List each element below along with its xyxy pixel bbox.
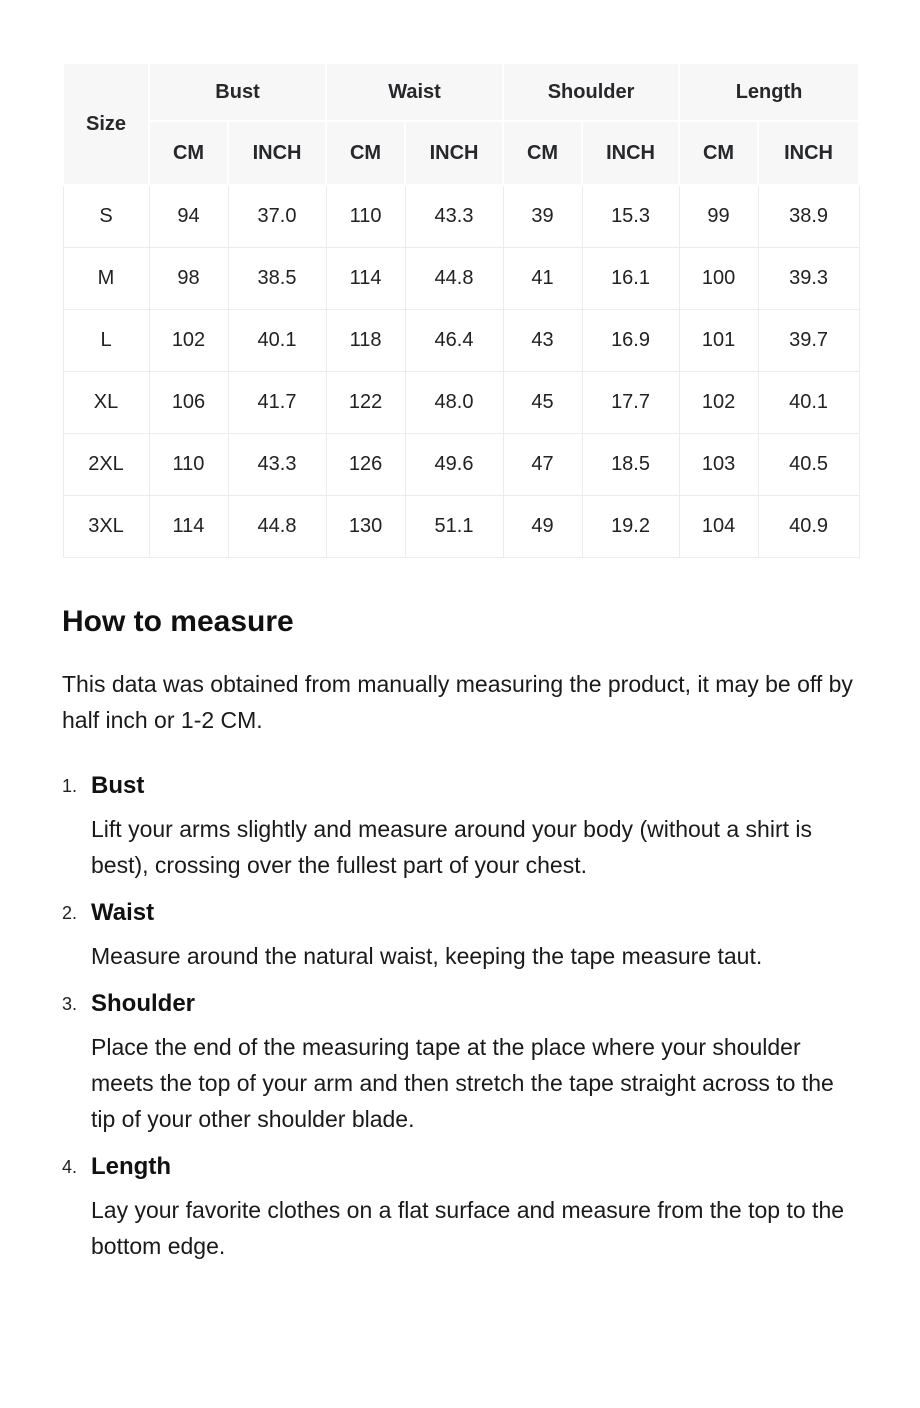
step-description: Lift your arms slightly and measure around your body (without a shirt is best), crossing over the fullest part of your chest.: [91, 815, 812, 878]
measurement-cell: 47: [503, 433, 582, 495]
unit-column-header: INCH: [758, 121, 859, 185]
measurement-cell: 38.9: [758, 185, 859, 247]
measurement-cell: 37.0: [228, 185, 326, 247]
table-row: [63, 185, 859, 247]
table-row: [63, 247, 859, 309]
measurement-cell: 110: [149, 433, 228, 495]
measurement-cell: 114: [149, 495, 228, 557]
measurement-cell: 38.5: [228, 247, 326, 309]
measurement-cell: 16.9: [582, 309, 679, 371]
measurement-cell: 15.3: [582, 185, 679, 247]
measurement-cell: 40.1: [758, 371, 859, 433]
measurement-cell: 99: [679, 185, 758, 247]
size-column-header: Size: [63, 63, 149, 185]
measurement-cell: 49.6: [405, 433, 503, 495]
measurement-cell: 102: [149, 309, 228, 371]
measurement-cell: 106: [149, 371, 228, 433]
measure-steps: [62, 770, 858, 1265]
table-row: [63, 495, 859, 557]
measurement-cell: 16.1: [582, 247, 679, 309]
measurement-cell: 39.3: [758, 247, 859, 309]
measurement-cell: 114: [326, 247, 405, 309]
measurement-cell: 39: [503, 185, 582, 247]
measurement-cell: 98: [149, 247, 228, 309]
step-term: Waist: [91, 898, 155, 926]
measurement-cell: 49: [503, 495, 582, 557]
measurement-cell: 48.0: [405, 371, 503, 433]
measurement-cell: 40.1: [228, 309, 326, 371]
unit-column-header: INCH: [228, 121, 326, 185]
table-row: [63, 371, 859, 433]
size-cell: 3XL: [63, 495, 149, 557]
measurement-cell: 45: [503, 371, 582, 433]
measurement-cell: 44.8: [228, 495, 326, 557]
size-cell: M: [63, 247, 149, 309]
measurement-cell: 102: [679, 371, 758, 433]
size-chart-header: [63, 63, 859, 185]
group-column-header: Bust: [149, 63, 326, 121]
measurement-cell: 46.4: [405, 309, 503, 371]
measurement-cell: 126: [326, 433, 405, 495]
measurement-cell: 40.9: [758, 495, 859, 557]
size-cell: L: [63, 309, 149, 371]
step-number: 1.: [62, 775, 78, 796]
step-number: 2.: [62, 902, 78, 923]
group-column-header: Length: [679, 63, 859, 121]
measure-step: [62, 988, 858, 1137]
measurement-cell: 101: [679, 309, 758, 371]
measurement-cell: 19.2: [582, 495, 679, 557]
unit-column-header: CM: [149, 121, 228, 185]
measurement-cell: 44.8: [405, 247, 503, 309]
measurement-cell: 43: [503, 309, 582, 371]
size-chart-body: [63, 185, 859, 557]
unit-column-header: CM: [326, 121, 405, 185]
step-term: Bust: [91, 771, 145, 799]
unit-column-header: INCH: [405, 121, 503, 185]
measurement-cell: 130: [326, 495, 405, 557]
measurement-cell: 104: [679, 495, 758, 557]
unit-header-row: [63, 121, 859, 185]
table-row: [63, 309, 859, 371]
measurement-cell: 103: [679, 433, 758, 495]
unit-column-header: CM: [503, 121, 582, 185]
measurement-cell: 122: [326, 371, 405, 433]
measure-step: [62, 1151, 858, 1264]
measurement-cell: 43.3: [405, 185, 503, 247]
unit-column-header: CM: [679, 121, 758, 185]
how-to-measure-title: How to measure: [62, 604, 294, 638]
size-cell: XL: [63, 371, 149, 433]
measurement-cell: 40.5: [758, 433, 859, 495]
size-cell: 2XL: [63, 433, 149, 495]
step-term: Shoulder: [91, 989, 196, 1017]
measurement-cell: 100: [679, 247, 758, 309]
measure-step: [62, 897, 858, 974]
step-description: Place the end of the measuring tape at the place where your shoulder meets the top of your arm and then stretch the tape straight across to the tip of your other shoulder blade.: [91, 1034, 834, 1133]
step-number: 4.: [62, 1157, 78, 1178]
how-to-measure-intro: This data was obtained from manually measuring the product, it may be off by half inch or 1-2 CM.: [62, 670, 853, 733]
group-column-header: Waist: [326, 63, 503, 121]
measurement-cell: 17.7: [582, 371, 679, 433]
size-cell: S: [63, 185, 149, 247]
measure-step: [62, 770, 858, 883]
measurement-cell: 110: [326, 185, 405, 247]
measurement-cell: 51.1: [405, 495, 503, 557]
group-column-header: Shoulder: [503, 63, 679, 121]
table-row: [63, 433, 859, 495]
measurement-cell: 41.7: [228, 371, 326, 433]
step-description: Lay your favorite clothes on a flat surface and measure from the top to the bottom edge.: [91, 1197, 845, 1260]
measurement-cell: 118: [326, 309, 405, 371]
step-description: Measure around the natural waist, keeping the tape measure taut.: [91, 942, 763, 969]
unit-column-header: INCH: [582, 121, 679, 185]
size-chart-table: [62, 62, 860, 558]
measurement-cell: 94: [149, 185, 228, 247]
step-number: 3.: [62, 993, 78, 1014]
measurement-cell: 18.5: [582, 433, 679, 495]
measurement-cell: 39.7: [758, 309, 859, 371]
measurement-cell: 41: [503, 247, 582, 309]
measurement-cell: 43.3: [228, 433, 326, 495]
group-header-row: [63, 63, 859, 121]
step-term: Length: [91, 1153, 171, 1181]
